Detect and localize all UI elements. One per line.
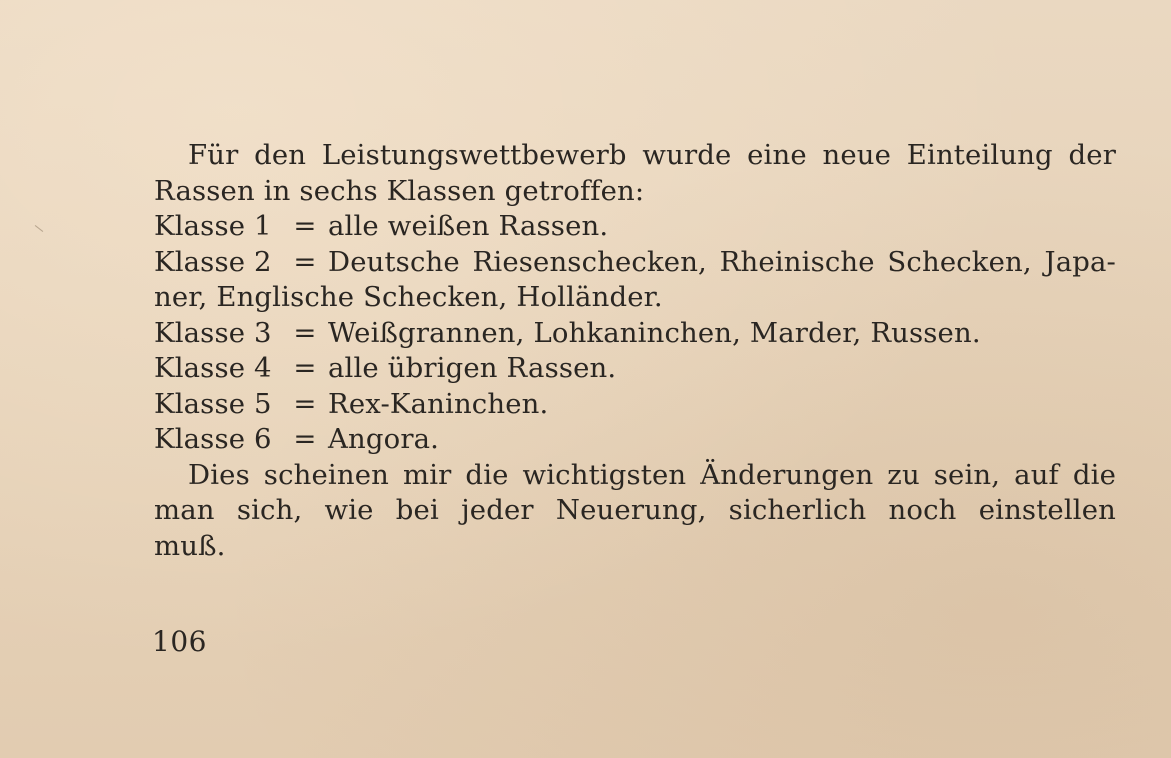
paragraph-2-line-2: man sich, wie bei jeder Neuerung, sicherlich noch einstellen (154, 494, 1116, 526)
equals-sign: = (293, 316, 317, 349)
class-entry-3 (154, 316, 1116, 352)
class-label: Klasse 1 (154, 210, 272, 242)
page-number: 106 (152, 625, 207, 658)
class-entry-5 (154, 387, 1116, 423)
paragraph-1-line-1: Für den Leistungswettbewerb wurde eine neue Einteilung der (188, 139, 1116, 171)
class-label: Klasse 2 (154, 245, 272, 278)
class-entry-1 (154, 209, 1116, 245)
paper-mark (35, 225, 43, 232)
paragraph-2-line-1: Dies scheinen mir die wichtigsten Änderungen zu sein, auf die (188, 458, 1116, 491)
equals-sign: = (293, 352, 317, 384)
class-description: Angora. (328, 423, 440, 455)
class-label: Klasse 5 (154, 387, 272, 420)
class-label: Klasse 3 (154, 316, 272, 349)
class-entry-2-continuation: ner, Englische Schecken, Holländer. (154, 281, 663, 313)
class-description: alle übrigen Rassen. (328, 352, 617, 384)
class-entry-2 (154, 245, 1116, 281)
class-entry-4 (154, 351, 1116, 387)
class-description: Weißgrannen, Lohkaninchen, Marder, Russen. (328, 316, 981, 349)
equals-sign: = (293, 387, 317, 420)
paragraph-1-line-2: Rassen in sechs Klassen getroffen: (154, 174, 645, 207)
class-entry-6 (154, 422, 1116, 458)
paragraph-2-line-3: muß. (154, 529, 226, 562)
equals-sign: = (293, 245, 317, 278)
class-description: Rex-Kaninchen. (328, 387, 549, 420)
equals-sign: = (293, 210, 317, 242)
class-description: Deutsche Riesenschecken, Rheinische Schecken, Japa- (328, 245, 1116, 278)
body-text (154, 138, 1116, 564)
equals-sign: = (293, 423, 317, 455)
class-label: Klasse 4 (154, 352, 272, 384)
class-label: Klasse 6 (154, 423, 272, 455)
class-description: alle weißen Rassen. (328, 210, 609, 242)
